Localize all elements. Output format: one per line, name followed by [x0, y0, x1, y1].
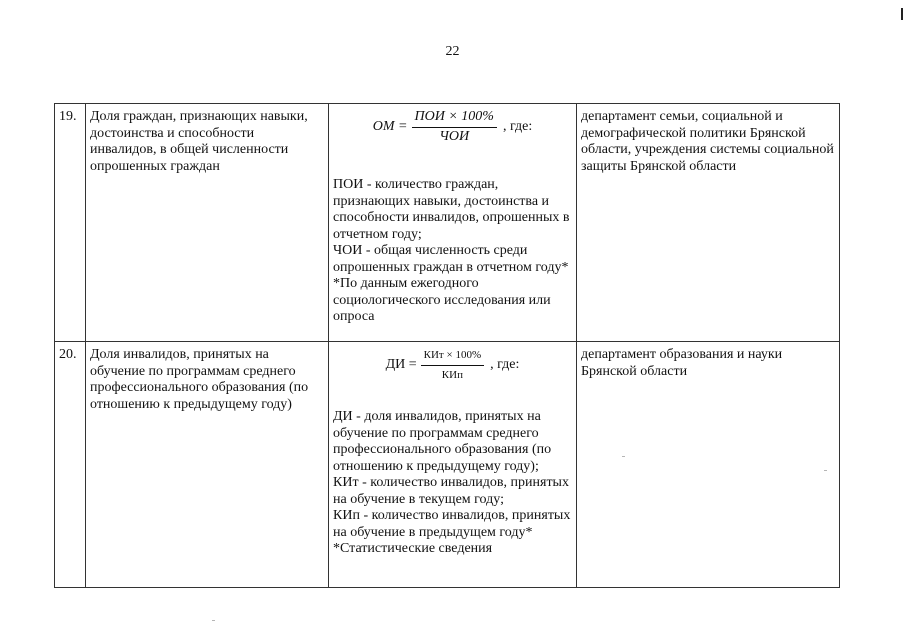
formula — [333, 109, 572, 145]
indicators-table — [54, 103, 840, 588]
formula-cell — [329, 104, 577, 342]
page-number: 22 — [445, 44, 460, 59]
table-row — [55, 342, 840, 588]
formula-cell — [329, 342, 577, 588]
formula-lhs: ОМ = — [372, 118, 408, 134]
formula-description: ДИ - доля инвалидов, принятых на обучение по программам среднего профессионального образования (по отношению к предыдущему году); КИт - количество инвалидов, принятых на обучение в текущем году; КИп - количество инвалидов, принятых на обучение в предыдущем году* *Статистические сведения — [333, 409, 571, 556]
formula-numerator: ПОИ × 100% — [412, 109, 497, 128]
formula-description: ПОИ - количество граждан, признающих навыки, достоинства и способности инвалидов, опрошенных в отчетном году; ЧОИ - общая численность среди опрошенных граждан в отчетном году* *По данным ежегодного социологического исследования или опроса — [333, 177, 570, 324]
formula-numerator: КИт × 100% — [421, 347, 484, 366]
formula-lhs: ДИ = — [385, 356, 417, 372]
row-number: 19. — [55, 104, 86, 342]
formula-denominator: КИп — [441, 368, 463, 381]
margin-mark — [901, 8, 903, 20]
spacer — [333, 383, 572, 409]
formula-suffix: , где: — [490, 356, 520, 372]
formula-fraction — [421, 347, 484, 383]
spacer — [333, 145, 572, 177]
scan-speck — [212, 620, 215, 621]
formula — [333, 347, 572, 383]
row-number: 20. — [55, 342, 86, 588]
responsible-body: департамент семьи, социальной и демографической политики Брянской области, учреждения системы социальной защиты Брянской области — [577, 104, 840, 342]
responsible-body: департамент образования и науки Брянской области — [577, 342, 840, 588]
formula-suffix: , где: — [502, 118, 533, 134]
table-row — [55, 104, 840, 342]
indicator-name: Доля инвалидов, принятых на обучение по программам среднего профессионального образования (по отношению к предыдущему году) — [86, 342, 329, 588]
formula-denominator: ЧОИ — [439, 128, 470, 144]
indicator-name: Доля граждан, признающих навыки, достоинства и способности инвалидов, в общей численности опрошенных граждан — [86, 104, 329, 342]
formula-fraction — [412, 109, 497, 145]
